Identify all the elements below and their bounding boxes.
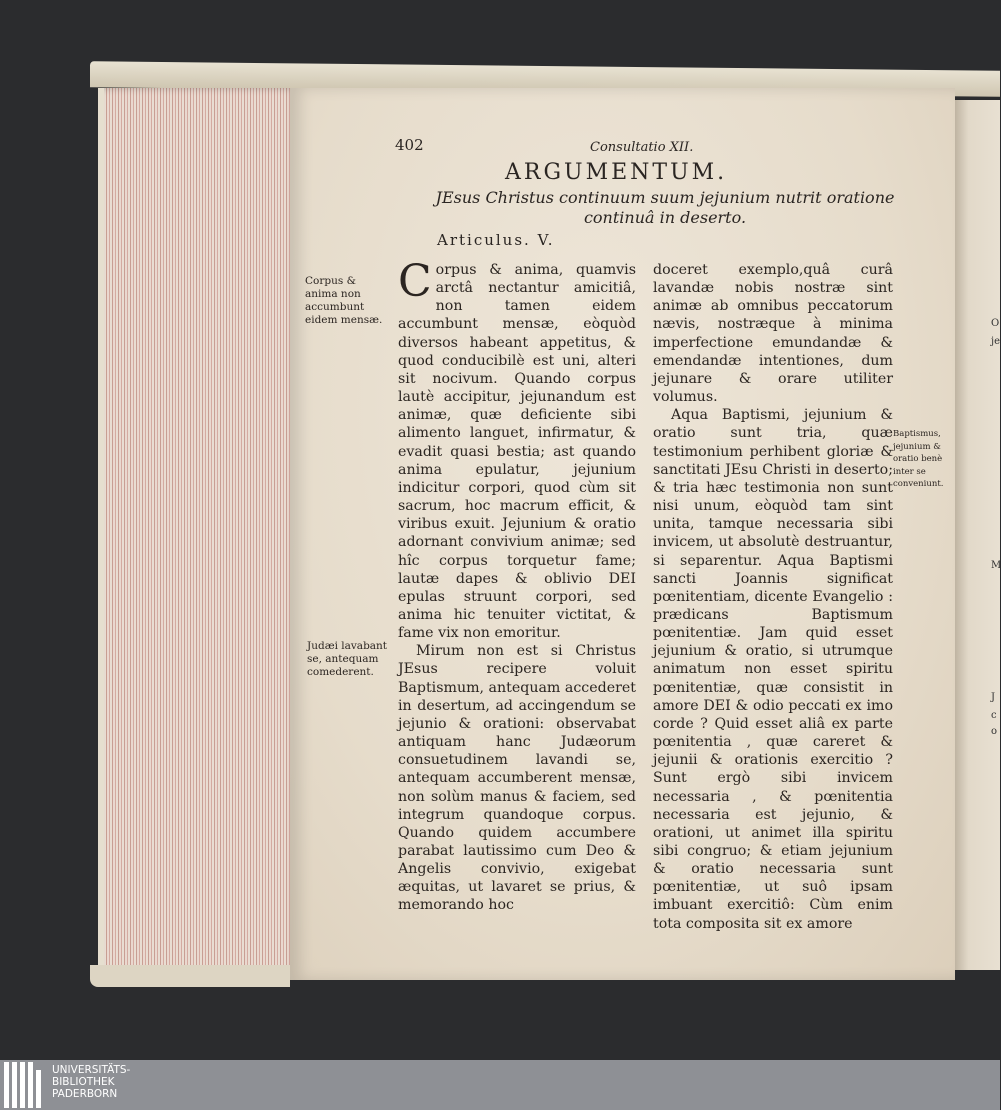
argument-title: ARGUMENTUM. [505, 160, 728, 185]
running-head: Consultatio XII. [590, 140, 694, 155]
left-text-column [398, 256, 636, 915]
paragraph: Aqua Baptismi, jejunium & oratio sunt tria, quæ testimonium perhibent gloriæ & sanctitati JEsu Christi in deserto; & tria hæc testimonia non sunt nisi unum, eòquòd tam sint unita, tamque necessaria sibi invicem, ut absolutè destruantur, si separentur. Aqua Baptismi sancti Joannis significat pœnitentiam, dicente Evangelio : prædicans Baptismum pœnitentiæ. Jam quid esset jejunium & oratio, si utrumque animatum non esset spiritu pœnitentiæ, quæ consistit in amore DEI & odio peccati ex imo corde ? Quid esset aliâ ex parte pœnitentia , quæ careret & jejunii & orationis exercitio ? Sunt ergò sibi invicem necessaria , & pœnitentia necessaria est jejunio, & orationi, ut animet illa spiritu sibi congruo; & etiam jejunium & oratio necessaria sunt pœnitentiæ, ut suô ipsam imbuant exercitiô: Cùm enim tota composita sit ex amore [653, 407, 893, 932]
facing-page-fragment: J [991, 692, 996, 703]
library-name-line: PADERBORN [52, 1088, 118, 1100]
facing-page-fragment: M [991, 560, 1001, 571]
paragraph-text: orpus & anima, quamvis arctâ nectantur amicitiâ, non tamen eidem accumbunt mensæ, eòquòd diversos habeant appetitus, & quod conducibilè est uni, alteri sit nocivum. Quando corpus lautè accipitur, jejunandum est animæ, quæ deficiente sibi alimento languet, infirmatur, & evadit quasi bestia; ast quando anima epulatur, jejunium indicitur corpori, quod cùm sit sacrum, hoc macrum efficit, & viribus exuit. Jejunium & oratio adornant convivium animæ; sed hîc corpus torquetur fame; lautæ dapes & oblivio DEI epulas struunt corpori, sed anima hic tenuiter victitat, & fame vix non emoritur. [398, 262, 636, 642]
paragraph [398, 256, 636, 642]
library-name-line: BIBLIOTHEK [52, 1076, 115, 1088]
facing-page-fragment: o [991, 726, 998, 737]
page-number: 402 [395, 136, 424, 154]
facing-page-edge [955, 100, 1000, 970]
article-heading: Articulus. V. [437, 231, 555, 249]
drop-cap: C [398, 256, 432, 307]
margin-note: Judæi lavabant se, antequam comederent. [307, 640, 388, 678]
facing-page-fragment: O [991, 318, 1000, 329]
margin-note: Baptismus, jejunium & oratio benè inter se conveniunt. [893, 429, 944, 489]
facing-page-fragment: je [991, 336, 1001, 347]
library-footer-bar [0, 1060, 1000, 1110]
margin-note: Corpus & anima non accumbunt eidem mensæ. [305, 275, 383, 326]
right-text-column [653, 261, 893, 933]
book-bottom-edge [90, 965, 290, 987]
paragraph: Mirum non est si Christus JEsus recipere voluit Baptismum, antequam accederet in desertum, ad accingendum se jejunio & orationi: observabat antiquam hanc Judæorum consuetudinem lavandi se, antequam accumberent mensæ, non solùm manus & faciem, sed integrum quandoque corpus. Quando quidem accumbere parabat lautissimo cum Deo & Angelis convivio, exigebat æquitas, ut lavaret se prius, & memorando hoc [398, 643, 636, 914]
library-logo-icon [4, 1062, 44, 1108]
argument-text: JEsus Christus continuum suum jejunium nutrit oratione continuâ in deserto. [435, 188, 895, 227]
facing-page-fragment: c [991, 710, 997, 721]
library-name [52, 1064, 130, 1100]
page-stack-edge [98, 88, 300, 974]
paragraph: doceret exemplo,quâ curâ lavandæ nobis nostræ sint animæ ab omnibus peccatorum nævis, nostræque à minima imperfectione emundandæ & emendandæ intentiones, dum jejunare & orare utiliter volumus. [653, 262, 893, 406]
library-name-line: UNIVERSITÄTS- [52, 1064, 131, 1076]
